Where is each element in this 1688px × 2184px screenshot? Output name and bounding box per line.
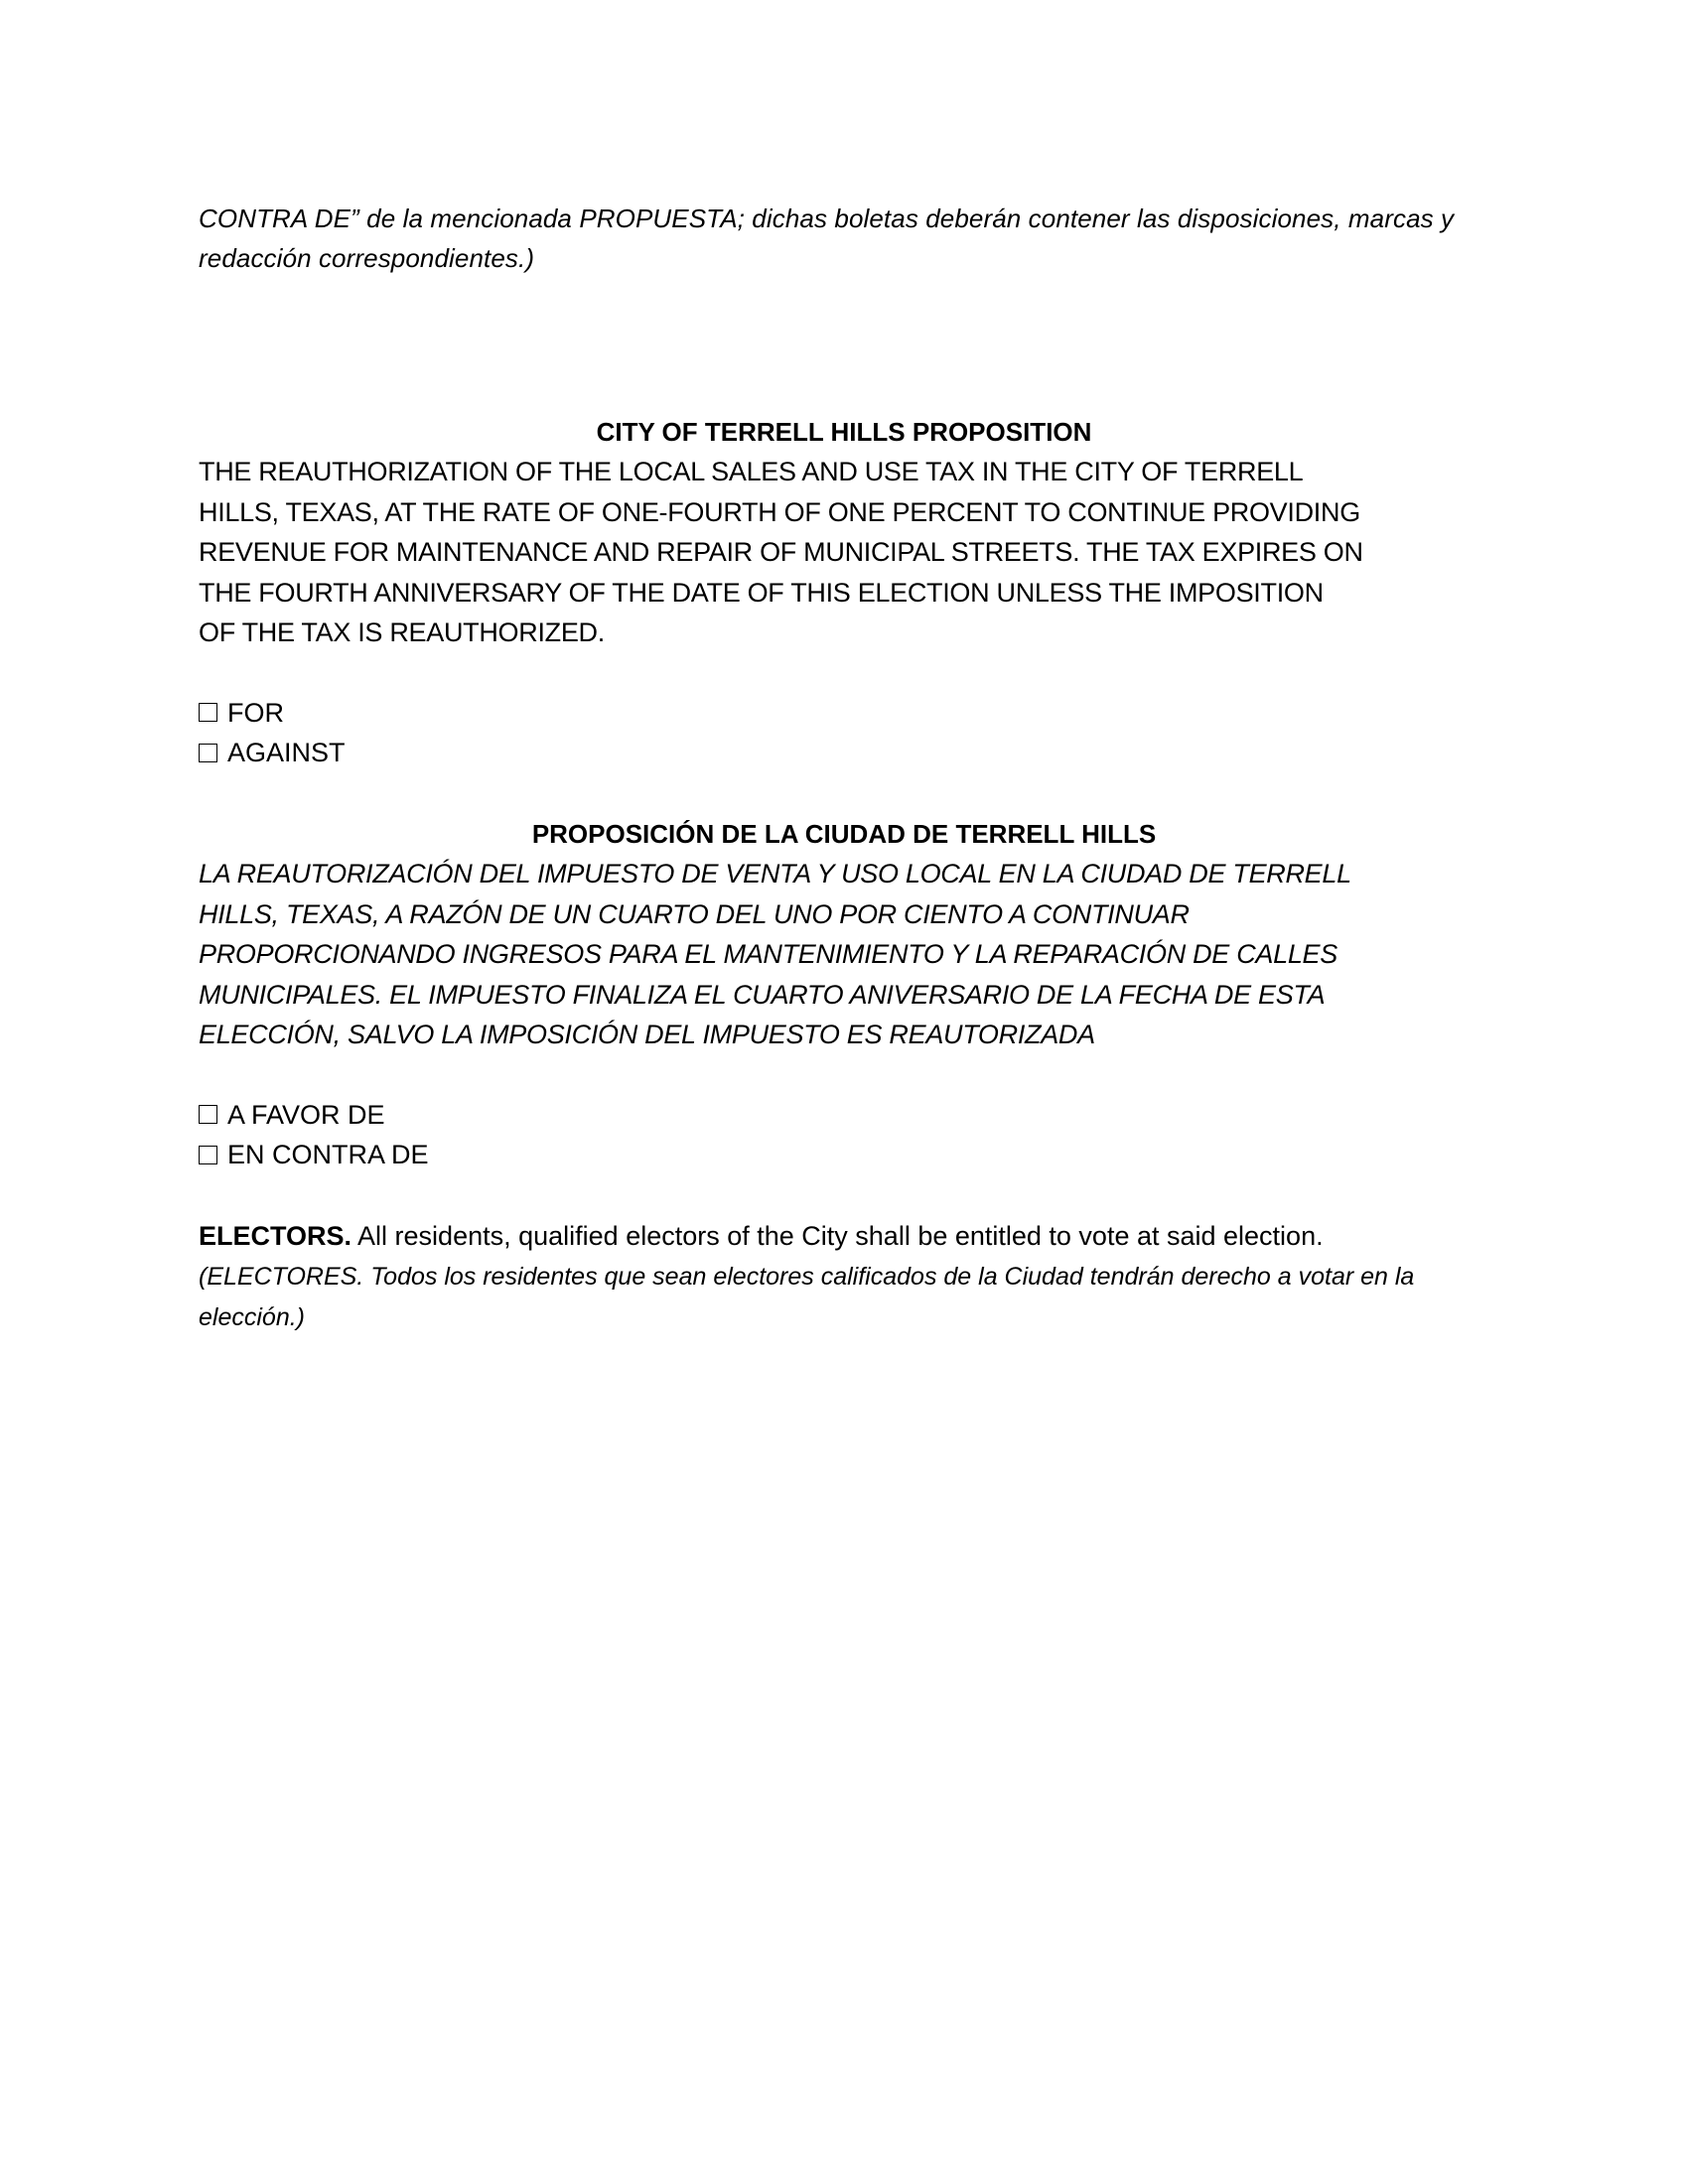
intro-paragraph: CONTRA DE” de la mencionada PROPUESTA; dichas boletas deberán contener las disposiciones, marcas y redacción correspondientes.): [199, 204, 1455, 273]
body-line: HILLS, TEXAS, A RAZÓN DE UN CUARTO DEL UNO POR CIENTO A CONTINUAR: [199, 898, 1190, 929]
choice-label: FOR: [227, 697, 284, 728]
choice-label: EN CONTRA DE: [227, 1140, 429, 1169]
choice-against[interactable]: [199, 733, 1489, 773]
spanish-proposition-title: PROPOSICIÓN DE LA CIUDAD DE TERRELL HILLS: [531, 819, 1157, 849]
english-proposition-title: CITY OF TERRELL HILLS PROPOSITION: [596, 417, 1092, 447]
body-line: PROPORCIONANDO INGRESOS PARA EL MANTENIMIENTO Y LA REPARACIÓN DE CALLES: [199, 939, 1337, 969]
choice-a-favor-de[interactable]: [199, 1095, 1489, 1136]
body-line: MUNICIPALES. EL IMPUESTO FINALIZA EL CUARTO ANIVERSARIO DE LA FECHA DE ESTA: [199, 979, 1326, 1010]
english-proposition-body: [199, 452, 1489, 653]
checkbox-icon[interactable]: [199, 1105, 217, 1124]
body-line: OF THE TAX IS REAUTHORIZED.: [199, 617, 605, 647]
electors-heading: ELECTORS.: [199, 1221, 352, 1251]
body-line: REVENUE FOR MAINTENANCE AND REPAIR OF MUNICIPAL STREETS. THE TAX EXPIRES ON: [199, 537, 1363, 567]
body-line: THE REAUTHORIZATION OF THE LOCAL SALES AND USE TAX IN THE CITY OF TERRELL: [199, 457, 1304, 486]
checkbox-icon[interactable]: [199, 703, 217, 722]
spanish-choices: [199, 1095, 1489, 1175]
checkbox-icon[interactable]: [199, 1146, 217, 1164]
choice-label: AGAINST: [227, 738, 346, 767]
spanish-proposition: [199, 814, 1489, 1175]
electors-spanish-text: (ELECTORES. Todos los residentes que sean electores calificados de la Ciudad tendrán derecho a votar en la elección.): [199, 1263, 1415, 1331]
spanish-proposition-body: [199, 854, 1489, 1055]
checkbox-icon[interactable]: [199, 744, 217, 762]
body-line: THE FOURTH ANNIVERSARY OF THE DATE OF THIS ELECTION UNLESS THE IMPOSITION: [199, 577, 1324, 608]
body-line: LA REAUTORIZACIÓN DEL IMPUESTO DE VENTA Y USO LOCAL EN LA CIUDAD DE TERRELL: [199, 859, 1351, 888]
body-line: HILLS, TEXAS, AT THE RATE OF ONE-FOURTH OF ONE PERCENT TO CONTINUE PROVIDING: [199, 496, 1360, 527]
english-choices: [199, 693, 1489, 773]
choice-label: A FAVOR DE: [227, 1099, 385, 1130]
choice-en-contra-de[interactable]: [199, 1135, 1489, 1175]
body-line: ELECCIÓN, SALVO LA IMPOSICIÓN DEL IMPUESTO ES REAUTORIZADA: [199, 1020, 1095, 1049]
electors-text: All residents, qualified electors of the City shall be entitled to vote at said election.: [352, 1221, 1324, 1251]
english-proposition: [199, 412, 1489, 773]
electors-paragraph: [199, 1216, 1489, 1337]
choice-for[interactable]: [199, 693, 1489, 734]
